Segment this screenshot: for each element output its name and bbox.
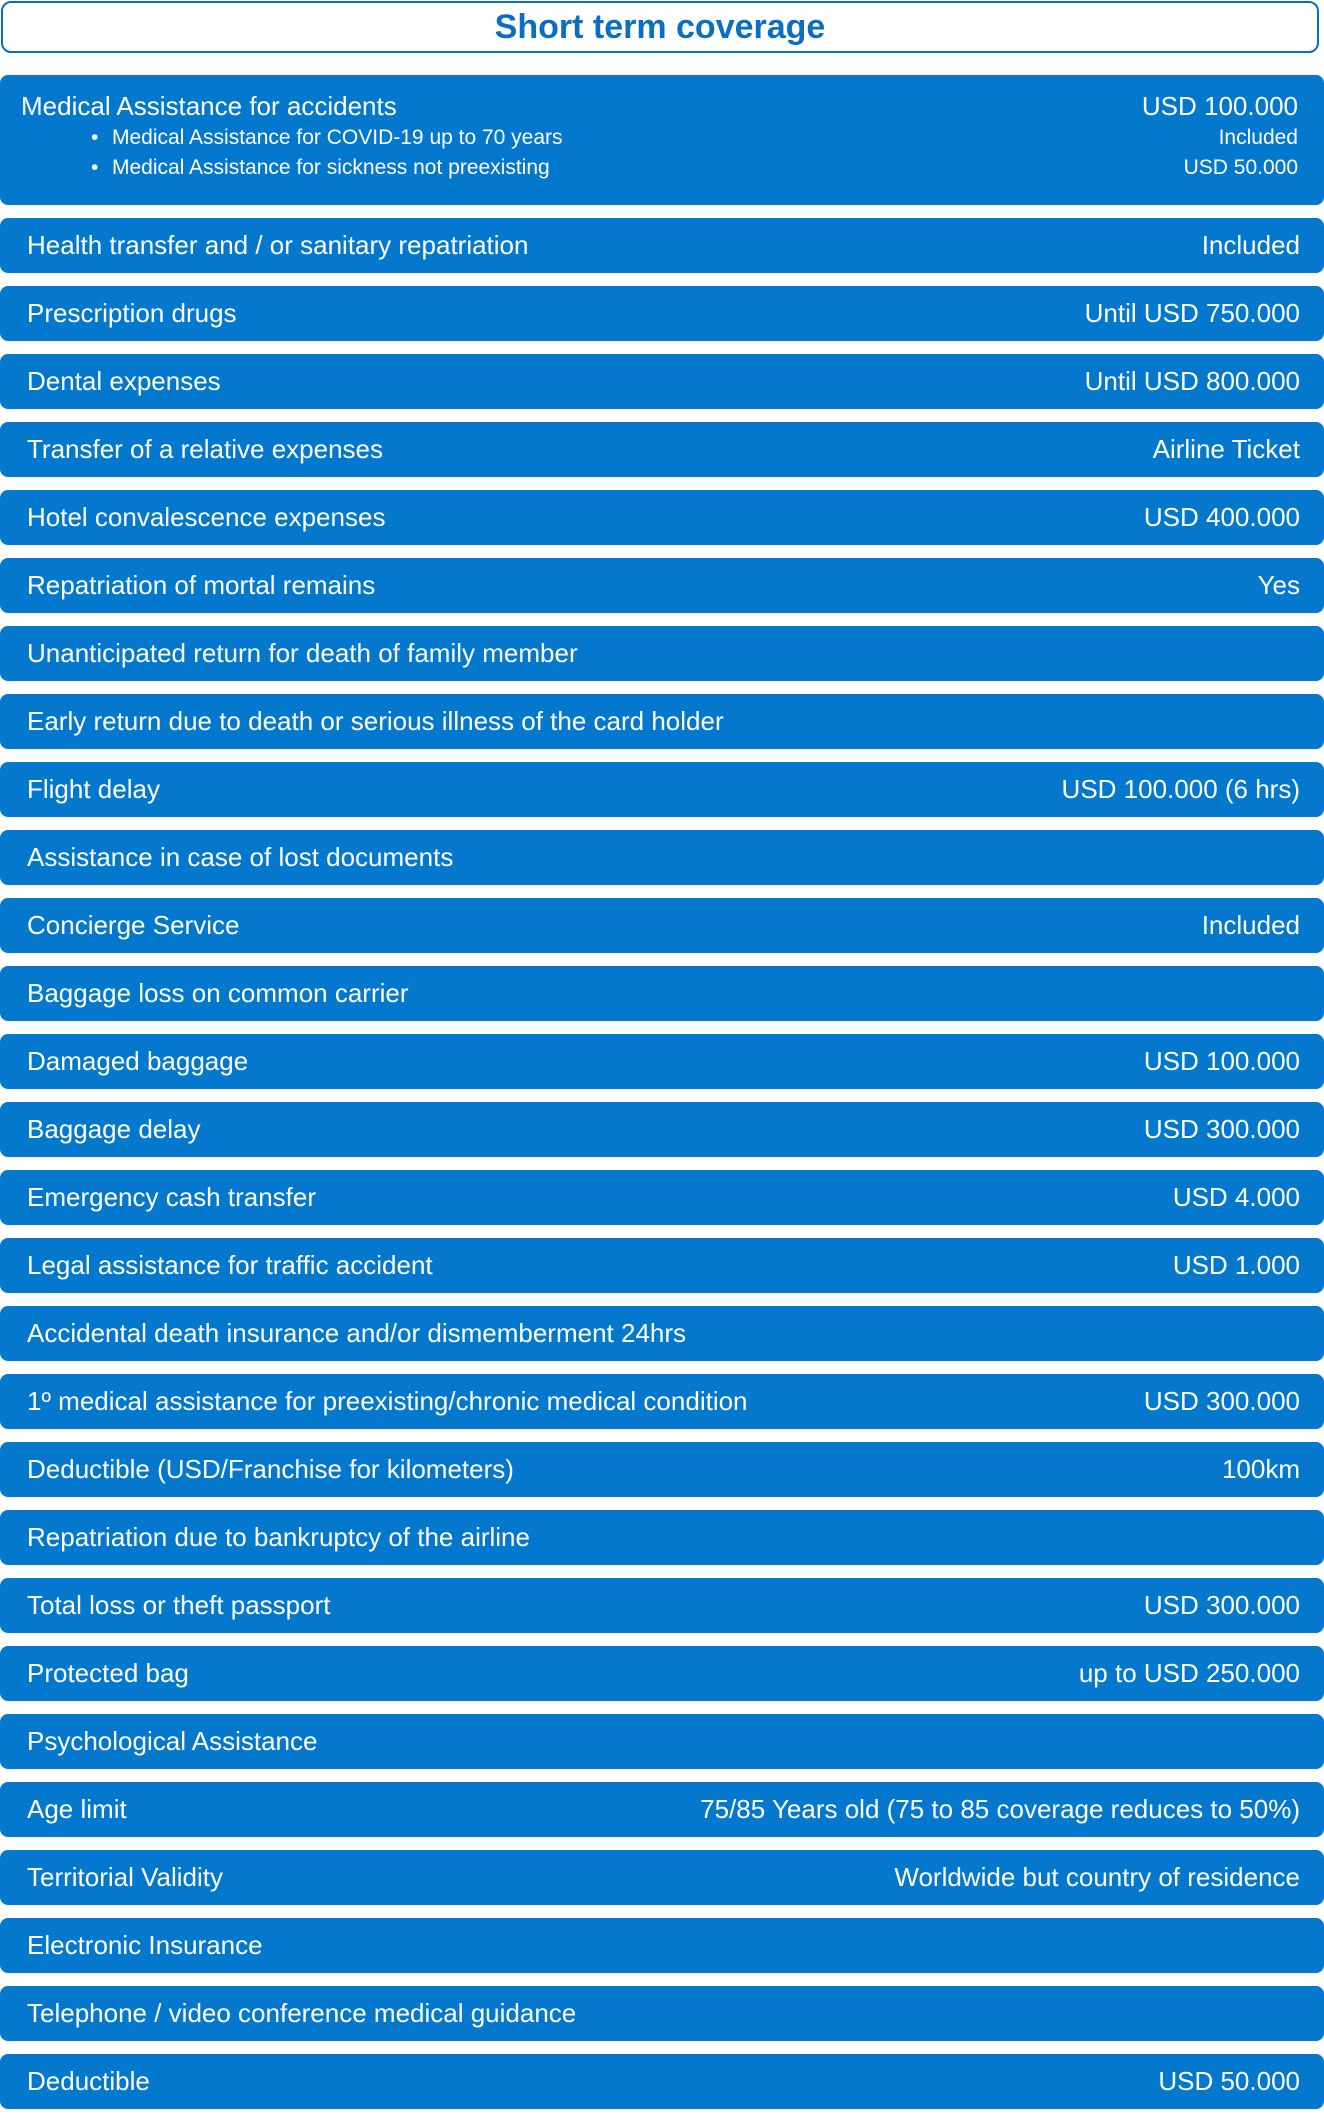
coverage-label: Age limit <box>27 1794 127 1824</box>
coverage-row <box>0 286 1324 341</box>
coverage-row-medical-assistance <box>0 75 1324 205</box>
coverage-row <box>0 1102 1324 1157</box>
coverage-row <box>0 1646 1324 1701</box>
coverage-sub-value: Included <box>1218 126 1298 149</box>
coverage-value: USD 1.000 <box>1172 1250 1300 1280</box>
coverage-row <box>0 1374 1324 1429</box>
bullet-icon: • <box>91 126 99 149</box>
coverage-value: USD 300.000 <box>1143 1114 1300 1144</box>
coverage-value: Yes <box>1257 570 1300 600</box>
coverage-row <box>0 490 1324 545</box>
coverage-label: Baggage loss on common carrier <box>27 978 409 1008</box>
coverage-rows <box>0 218 1324 2109</box>
coverage-value: Airline Ticket <box>1152 434 1300 464</box>
coverage-sub-item <box>21 153 1298 183</box>
coverage-row <box>0 1578 1324 1633</box>
coverage-row <box>0 694 1324 749</box>
coverage-value: USD 300.000 <box>1143 1386 1300 1416</box>
coverage-label: Prescription drugs <box>27 298 237 328</box>
coverage-label: Deductible <box>27 2066 150 2096</box>
coverage-label: Total loss or theft passport <box>27 1590 331 1620</box>
coverage-label: Transfer of a relative expenses <box>27 434 383 464</box>
coverage-row <box>0 1306 1324 1361</box>
coverage-label: Medical Assistance for accidents <box>21 90 397 121</box>
coverage-row <box>0 2054 1324 2109</box>
coverage-row <box>0 898 1324 953</box>
coverage-value: up to USD 250.000 <box>1078 1658 1300 1688</box>
coverage-label: Repatriation of mortal remains <box>27 570 376 600</box>
coverage-row <box>0 1510 1324 1565</box>
coverage-row <box>0 558 1324 613</box>
coverage-row <box>0 422 1324 477</box>
coverage-value: USD 300.000 <box>1143 1590 1300 1620</box>
coverage-title-text: Short term coverage <box>494 7 826 46</box>
coverage-row <box>0 1034 1324 1089</box>
coverage-row <box>0 1850 1324 1905</box>
coverage-label: Repatriation due to bankruptcy of the airline <box>27 1522 530 1552</box>
coverage-row <box>0 1714 1324 1769</box>
coverage-value: USD 400.000 <box>1143 502 1300 532</box>
coverage-label: Baggage delay <box>27 1114 201 1144</box>
coverage-label: Dental expenses <box>27 366 221 396</box>
coverage-list <box>0 75 1324 2122</box>
coverage-row <box>0 1170 1324 1225</box>
coverage-sub-value: USD 50.000 <box>1183 156 1298 179</box>
coverage-sub-label: Medical Assistance for sickness not preexisting <box>112 156 550 179</box>
coverage-value: Until USD 750.000 <box>1084 298 1300 328</box>
coverage-value: Until USD 800.000 <box>1084 366 1300 396</box>
coverage-value: Included <box>1201 230 1300 260</box>
coverage-label: Accidental death insurance and/or dismemberment 24hrs <box>27 1318 687 1348</box>
coverage-label: Territorial Validity <box>27 1862 224 1892</box>
coverage-value: USD 100.000 (6 hrs) <box>1061 774 1300 804</box>
coverage-label: Psychological Assistance <box>27 1726 318 1756</box>
coverage-sub-label: Medical Assistance for COVID-19 up to 70 years <box>112 126 563 149</box>
coverage-label: Electronic Insurance <box>27 1930 263 1960</box>
coverage-value: USD 4.000 <box>1172 1182 1300 1212</box>
coverage-value: 100km <box>1221 1454 1300 1484</box>
coverage-value: Worldwide but country of residence <box>894 1862 1300 1892</box>
coverage-sub-item <box>21 123 1298 153</box>
bullet-icon: • <box>91 156 99 179</box>
coverage-row <box>0 830 1324 885</box>
coverage-value: USD 50.000 <box>1158 2066 1300 2096</box>
coverage-row <box>0 1238 1324 1293</box>
coverage-label: Concierge Service <box>27 910 240 940</box>
coverage-label: Flight delay <box>27 774 160 804</box>
coverage-row <box>0 1986 1324 2041</box>
coverage-label: Legal assistance for traffic accident <box>27 1250 433 1280</box>
coverage-label: Hotel convalescence expenses <box>27 502 386 532</box>
coverage-value: 75/85 Years old (75 to 85 coverage reduces to 50%) <box>700 1794 1300 1824</box>
coverage-row <box>0 1442 1324 1497</box>
coverage-row <box>0 626 1324 681</box>
coverage-row <box>0 1782 1324 1837</box>
coverage-label: Deductible (USD/Franchise for kilometers) <box>27 1454 514 1484</box>
coverage-title <box>1 1 1319 53</box>
coverage-row <box>0 762 1324 817</box>
coverage-row <box>0 1918 1324 1973</box>
coverage-label: Telephone / video conference medical guidance <box>27 1998 577 2028</box>
coverage-label: Early return due to death or serious illness of the card holder <box>27 706 724 736</box>
coverage-row <box>0 354 1324 409</box>
coverage-value: USD 100.000 <box>1143 1046 1300 1076</box>
coverage-row <box>0 966 1324 1021</box>
coverage-label: Assistance in case of lost documents <box>27 842 454 872</box>
coverage-row <box>0 218 1324 273</box>
coverage-label: Emergency cash transfer <box>27 1182 317 1212</box>
medical-assistance-main-line <box>21 89 1298 123</box>
coverage-label: 1º medical assistance for preexisting/chronic medical condition <box>27 1386 748 1416</box>
coverage-label: Unanticipated return for death of family member <box>27 638 578 668</box>
coverage-label: Damaged baggage <box>27 1046 249 1076</box>
coverage-label: Health transfer and / or sanitary repatriation <box>27 230 529 260</box>
coverage-value: USD 100.000 <box>1141 90 1298 121</box>
coverage-label: Protected bag <box>27 1658 189 1688</box>
coverage-value: Included <box>1201 910 1300 940</box>
